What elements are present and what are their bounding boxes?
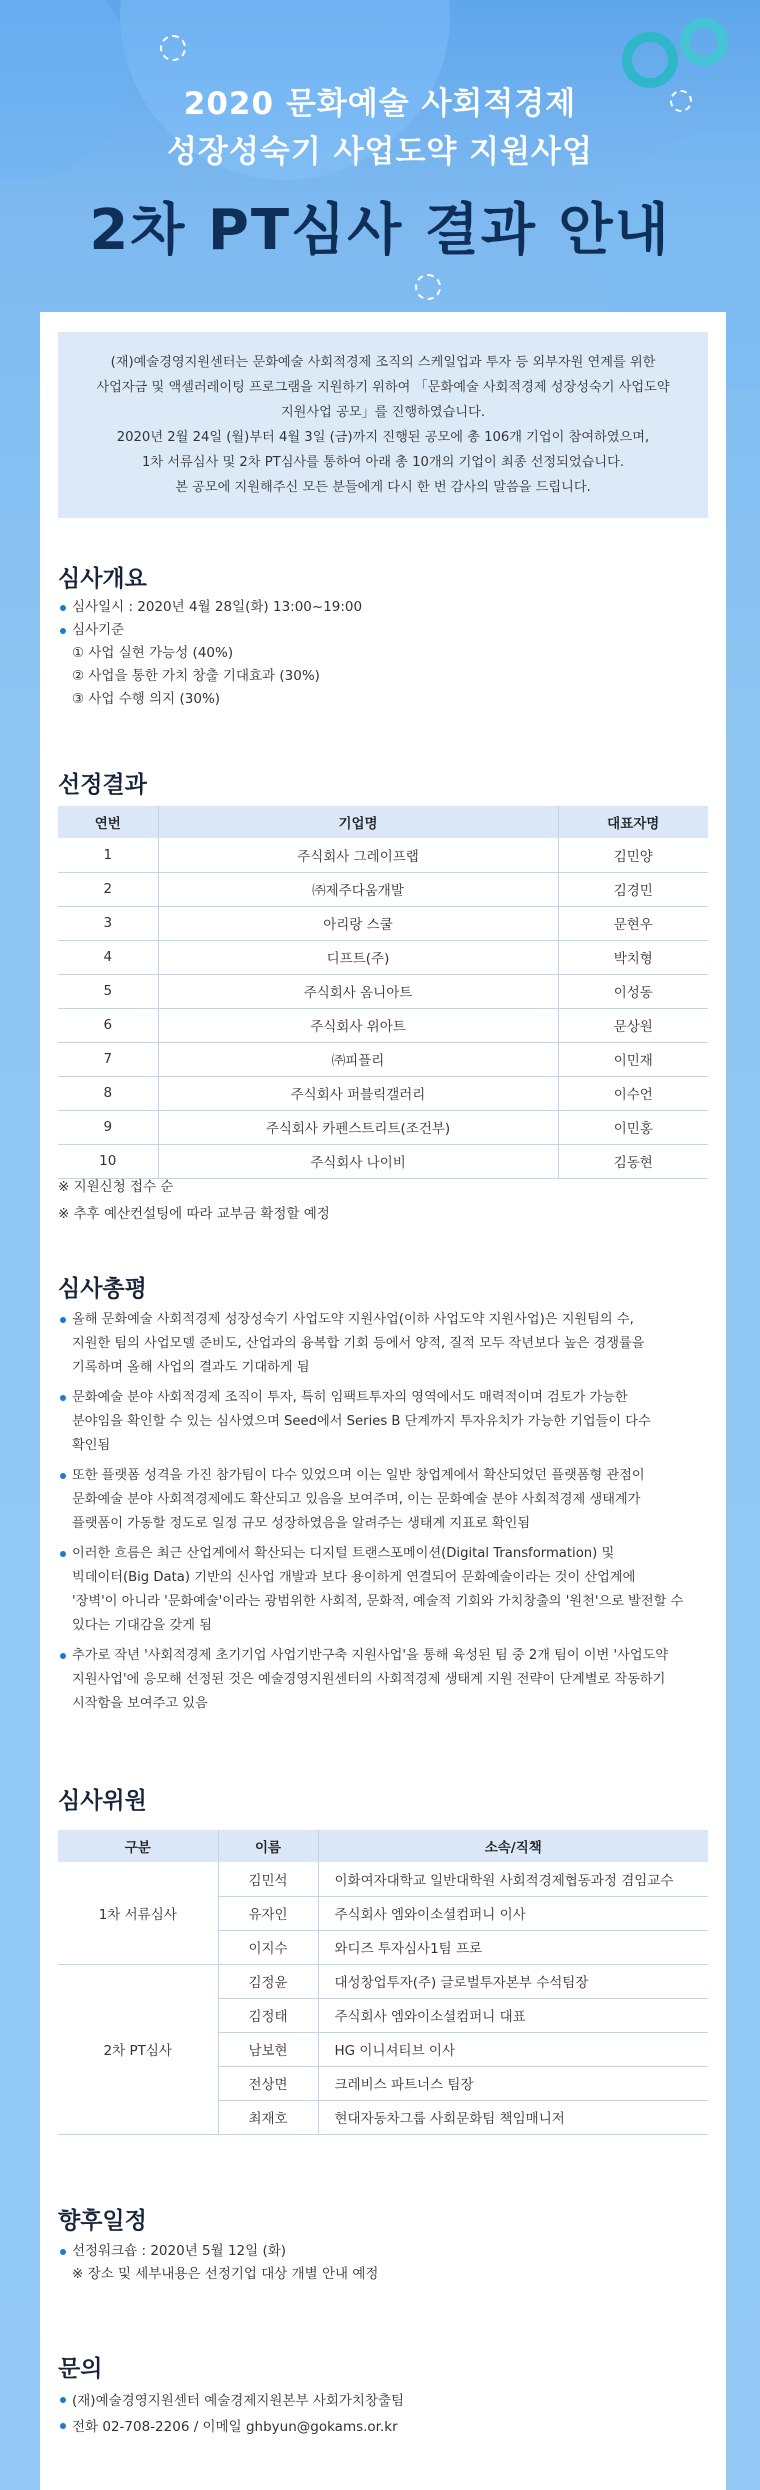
- review-text: 올해 문화예술 사회적경제 성장성숙기 사업도약 지원사업(이하 사업도약 지원사업)은 지원팀의 수,: [72, 1312, 634, 1327]
- table-row: [58, 872, 708, 906]
- cell-ceo: 김민양: [558, 838, 708, 872]
- cell-no: 9: [58, 1110, 158, 1144]
- table-row: [58, 940, 708, 974]
- cell-ceo: 김경민: [558, 872, 708, 906]
- review-text: 추가로 작년 '사회적경제 초기기업 사업기반구축 지원사업'을 통해 육성된 팀 중 2개 팀이 이번 '사업도약: [72, 1648, 669, 1663]
- section-title-contact: 문의: [58, 2356, 103, 2382]
- table-row: [58, 1042, 708, 1076]
- schedule-note: ※ 장소 및 세부내용은 선정기업 대상 개별 안내 예정: [72, 2266, 379, 2282]
- cell-company: 주식회사 옴니아트: [158, 974, 558, 1008]
- committee-group-label: 1차 서류심사: [58, 1862, 218, 1964]
- header-subtitle-line1: 2020 문화예술 사회적경제: [183, 86, 577, 122]
- cell-ceo: 이성동: [558, 974, 708, 1008]
- cell-no: 8: [58, 1076, 158, 1110]
- cell-member-affiliation: 주식회사 엠와이소셜컴퍼니 이사: [318, 1896, 708, 1930]
- cell-member-name: 최재호: [218, 2100, 318, 2134]
- review-text: 시작함을 보여주고 있음: [72, 1696, 208, 1711]
- results-header-row: [58, 806, 708, 838]
- cell-ceo: 이민홍: [558, 1110, 708, 1144]
- intro-line: 본 공모에 지원해주신 모든 분들에게 다시 한 번 감사의 말씀을 드립니다.: [175, 480, 591, 495]
- contact-org: (재)예술경영지원센터 예술경제지원본부 사회가치창출팀: [58, 2388, 718, 2414]
- cell-company: ㈜제주다움개발: [158, 872, 558, 906]
- committee-table: [58, 1830, 708, 2135]
- cell-no: 2: [58, 872, 158, 906]
- results-header-no: 연번: [58, 806, 158, 838]
- overview-list: [58, 596, 718, 711]
- review-text: 플랫폼이 가동할 정도로 일정 규모 성장하였음을 알려주는 생태계 지표로 확인됨: [72, 1516, 531, 1531]
- cell-member-name: 남보현: [218, 2032, 318, 2066]
- section-title-schedule: 향후일정: [58, 2208, 147, 2234]
- committee-header-affiliation: 소속/직책: [318, 1830, 708, 1862]
- table-row: [58, 1110, 708, 1144]
- intro-line: 지원사업 공모」를 진행하였습니다.: [280, 405, 486, 420]
- cell-member-name: 유자인: [218, 1896, 318, 1930]
- cell-member-name: 전상면: [218, 2066, 318, 2100]
- cell-ceo: 문현우: [558, 906, 708, 940]
- results-header-company: 기업명: [158, 806, 558, 838]
- table-row: [58, 1862, 708, 1896]
- header-banner: [0, 0, 760, 310]
- cell-member-affiliation: 이화여자대학교 일반대학원 사회적경제협동과정 겸임교수: [318, 1862, 708, 1896]
- cell-member-name: 김정윤: [218, 1964, 318, 1998]
- cell-company: 주식회사 나이비: [158, 1144, 558, 1178]
- table-row: [58, 1008, 708, 1042]
- table-row: [58, 1144, 708, 1178]
- committee-group-label: 2차 PT심사: [58, 1964, 218, 2134]
- review-text: 기록하며 올해 사업의 결과도 기대하게 됨: [72, 1360, 310, 1375]
- cell-no: 1: [58, 838, 158, 872]
- committee-header-row: [58, 1830, 708, 1862]
- cell-ceo: 이민재: [558, 1042, 708, 1076]
- cell-company: ㈜피플리: [158, 1042, 558, 1076]
- committee-header-name: 이름: [218, 1830, 318, 1862]
- cell-ceo: 문상원: [558, 1008, 708, 1042]
- table-row: [58, 1076, 708, 1110]
- committee-header-group: 구분: [58, 1830, 218, 1862]
- cell-member-affiliation: 현대자동차그룹 사회문화팀 책임매니저: [318, 2100, 708, 2134]
- review-item: [58, 1644, 718, 1716]
- cell-member-affiliation: 대성창업투자(주) 글로벌투자본부 수석팀장: [318, 1964, 708, 1998]
- results-header-ceo: 대표자명: [558, 806, 708, 838]
- cell-member-name: 김정태: [218, 1998, 318, 2032]
- table-row: [58, 1964, 708, 1998]
- table-row: [58, 974, 708, 1008]
- review-text: 확인됨: [72, 1438, 111, 1453]
- cell-no: 4: [58, 940, 158, 974]
- review-item: [58, 1308, 718, 1380]
- results-table: [58, 806, 708, 1179]
- review-text: '장벽'이 아니라 '문화예술'이라는 광범위한 사회적, 문화적, 예술적 기회와 가치창출의 '원천'으로 발전할 수: [72, 1594, 684, 1609]
- cell-member-affiliation: 크레비스 파트너스 팀장: [318, 2066, 708, 2100]
- results-notes: [58, 1174, 330, 1228]
- cell-no: 10: [58, 1144, 158, 1178]
- cell-company: 아리랑 스쿨: [158, 906, 558, 940]
- review-text: 빅데이터(Big Data) 기반의 신사업 개발과 보다 용이하게 연결되어 문화예술이라는 것이 산업계에: [72, 1570, 636, 1585]
- review-text: 문화예술 분야 사회적경제 조직이 투자, 특히 임팩트투자의 영역에서도 매력적이며 검토가 가능한: [72, 1390, 628, 1405]
- cell-no: 6: [58, 1008, 158, 1042]
- review-item: [58, 1386, 718, 1458]
- cell-company: 주식회사 위아트: [158, 1008, 558, 1042]
- review-list: [58, 1308, 718, 1722]
- overview-date: 심사일시 : 2020년 4월 28일(화) 13:00~19:00: [58, 596, 718, 619]
- review-item: [58, 1464, 718, 1536]
- schedule-item: 선정워크숍 : 2020년 5월 12일 (화): [58, 2240, 718, 2263]
- cell-ceo: 박치형: [558, 940, 708, 974]
- review-text: 문화예술 분야 사회적경제에도 확산되고 있음을 보여주며, 이는 문화예술 분야 사회적경제 생태계가: [72, 1492, 641, 1507]
- review-text: 이러한 흐름은 최근 산업계에서 확산되는 디지털 트랜스포메이션(Digital Transformation) 및: [72, 1546, 615, 1561]
- cell-company: 주식회사 카펜스트리트(조건부): [158, 1110, 558, 1144]
- review-text: 또한 플랫폼 성격을 가진 참가팀이 다수 있었으며 이는 일반 창업계에서 확산되었던 플랫폼형 관점이: [72, 1468, 645, 1483]
- review-text: 분야임을 확인할 수 있는 심사였으며 Seed에서 Series B 단계까지 투자유치가 가능한 기업들이 다수: [72, 1414, 651, 1429]
- cell-member-name: 김민석: [218, 1862, 318, 1896]
- review-text: 지원한 팀의 사업모델 준비도, 산업과의 융복합 기회 등에서 양적, 질적 모두 작년보다 높은 경쟁률을: [72, 1336, 645, 1351]
- intro-line: 2020년 2월 24일 (월)부터 4월 3일 (금)까지 진행된 공모에 총 106개 기업이 참여하였으며,: [116, 430, 650, 445]
- table-row: [58, 906, 708, 940]
- cell-company: 주식회사 그레이프랩: [158, 838, 558, 872]
- cell-no: 5: [58, 974, 158, 1008]
- section-title-review: 심사총평: [58, 1276, 147, 1302]
- cell-member-affiliation: 와디즈 투자심사1팀 프로: [318, 1930, 708, 1964]
- review-item: [58, 1542, 718, 1638]
- criteria-item: ③ 사업 수행 의지 (30%): [72, 691, 221, 707]
- cell-no: 3: [58, 906, 158, 940]
- cell-company: 디프트(주): [158, 940, 558, 974]
- cell-ceo: 김동현: [558, 1144, 708, 1178]
- intro-line: 1차 서류심사 및 2차 PT심사를 통하여 아래 총 10개의 기업이 최종 선정되었습니다.: [141, 455, 625, 470]
- contact-list: [58, 2388, 718, 2440]
- cell-member-affiliation: 주식회사 엠와이소셜컴퍼니 대표: [318, 1998, 708, 2032]
- results-note: ※ 지원신청 접수 순: [58, 1179, 174, 1195]
- table-row: [58, 838, 708, 872]
- page-title: 2차 PT심사 결과 안내: [89, 198, 671, 263]
- cell-ceo: 이수언: [558, 1076, 708, 1110]
- intro-line: (재)예술경영지원센터는 문화예술 사회적경제 조직의 스케일업과 투자 등 외부자원 연계를 위한: [110, 355, 656, 370]
- intro-box: [58, 332, 708, 518]
- review-text: 있다는 기대감을 갖게 됨: [72, 1618, 212, 1633]
- cell-member-affiliation: HG 이니셔티브 이사: [318, 2032, 708, 2066]
- overview-criteria-label: 심사기준: [58, 619, 718, 642]
- section-title-overview: 심사개요: [58, 566, 147, 592]
- cell-company: 주식회사 퍼블릭갤러리: [158, 1076, 558, 1110]
- results-note: ※ 추후 예산컨설팅에 따라 교부금 확정할 예정: [58, 1206, 330, 1222]
- review-text: 지원사업'에 응모해 선정된 것은 예술경영지원센터의 사회적경제 생태계 지원 전략이 단계별로 작동하기: [72, 1672, 666, 1687]
- section-title-results: 선정결과: [58, 772, 147, 798]
- contact-phone-email: 전화 02-708-2206 / 이메일 ghbyun@gokams.or.kr: [58, 2414, 718, 2440]
- intro-line: 사업자금 및 액셀러레이팅 프로그램을 지원하기 위하여 「문화예술 사회적경제 성장성숙기 사업도약: [96, 380, 670, 395]
- cell-member-name: 이지수: [218, 1930, 318, 1964]
- section-title-committee: 심사위원: [58, 1788, 147, 1814]
- header-subtitle-line2: 성장성숙기 사업도약 지원사업: [167, 134, 593, 170]
- criteria-item: ① 사업 실현 가능성 (40%): [72, 645, 234, 661]
- cell-no: 7: [58, 1042, 158, 1076]
- criteria-item: ② 사업을 통한 가치 창출 기대효과 (30%): [72, 668, 320, 684]
- schedule-list: [58, 2240, 718, 2286]
- content-panel: [40, 312, 726, 2490]
